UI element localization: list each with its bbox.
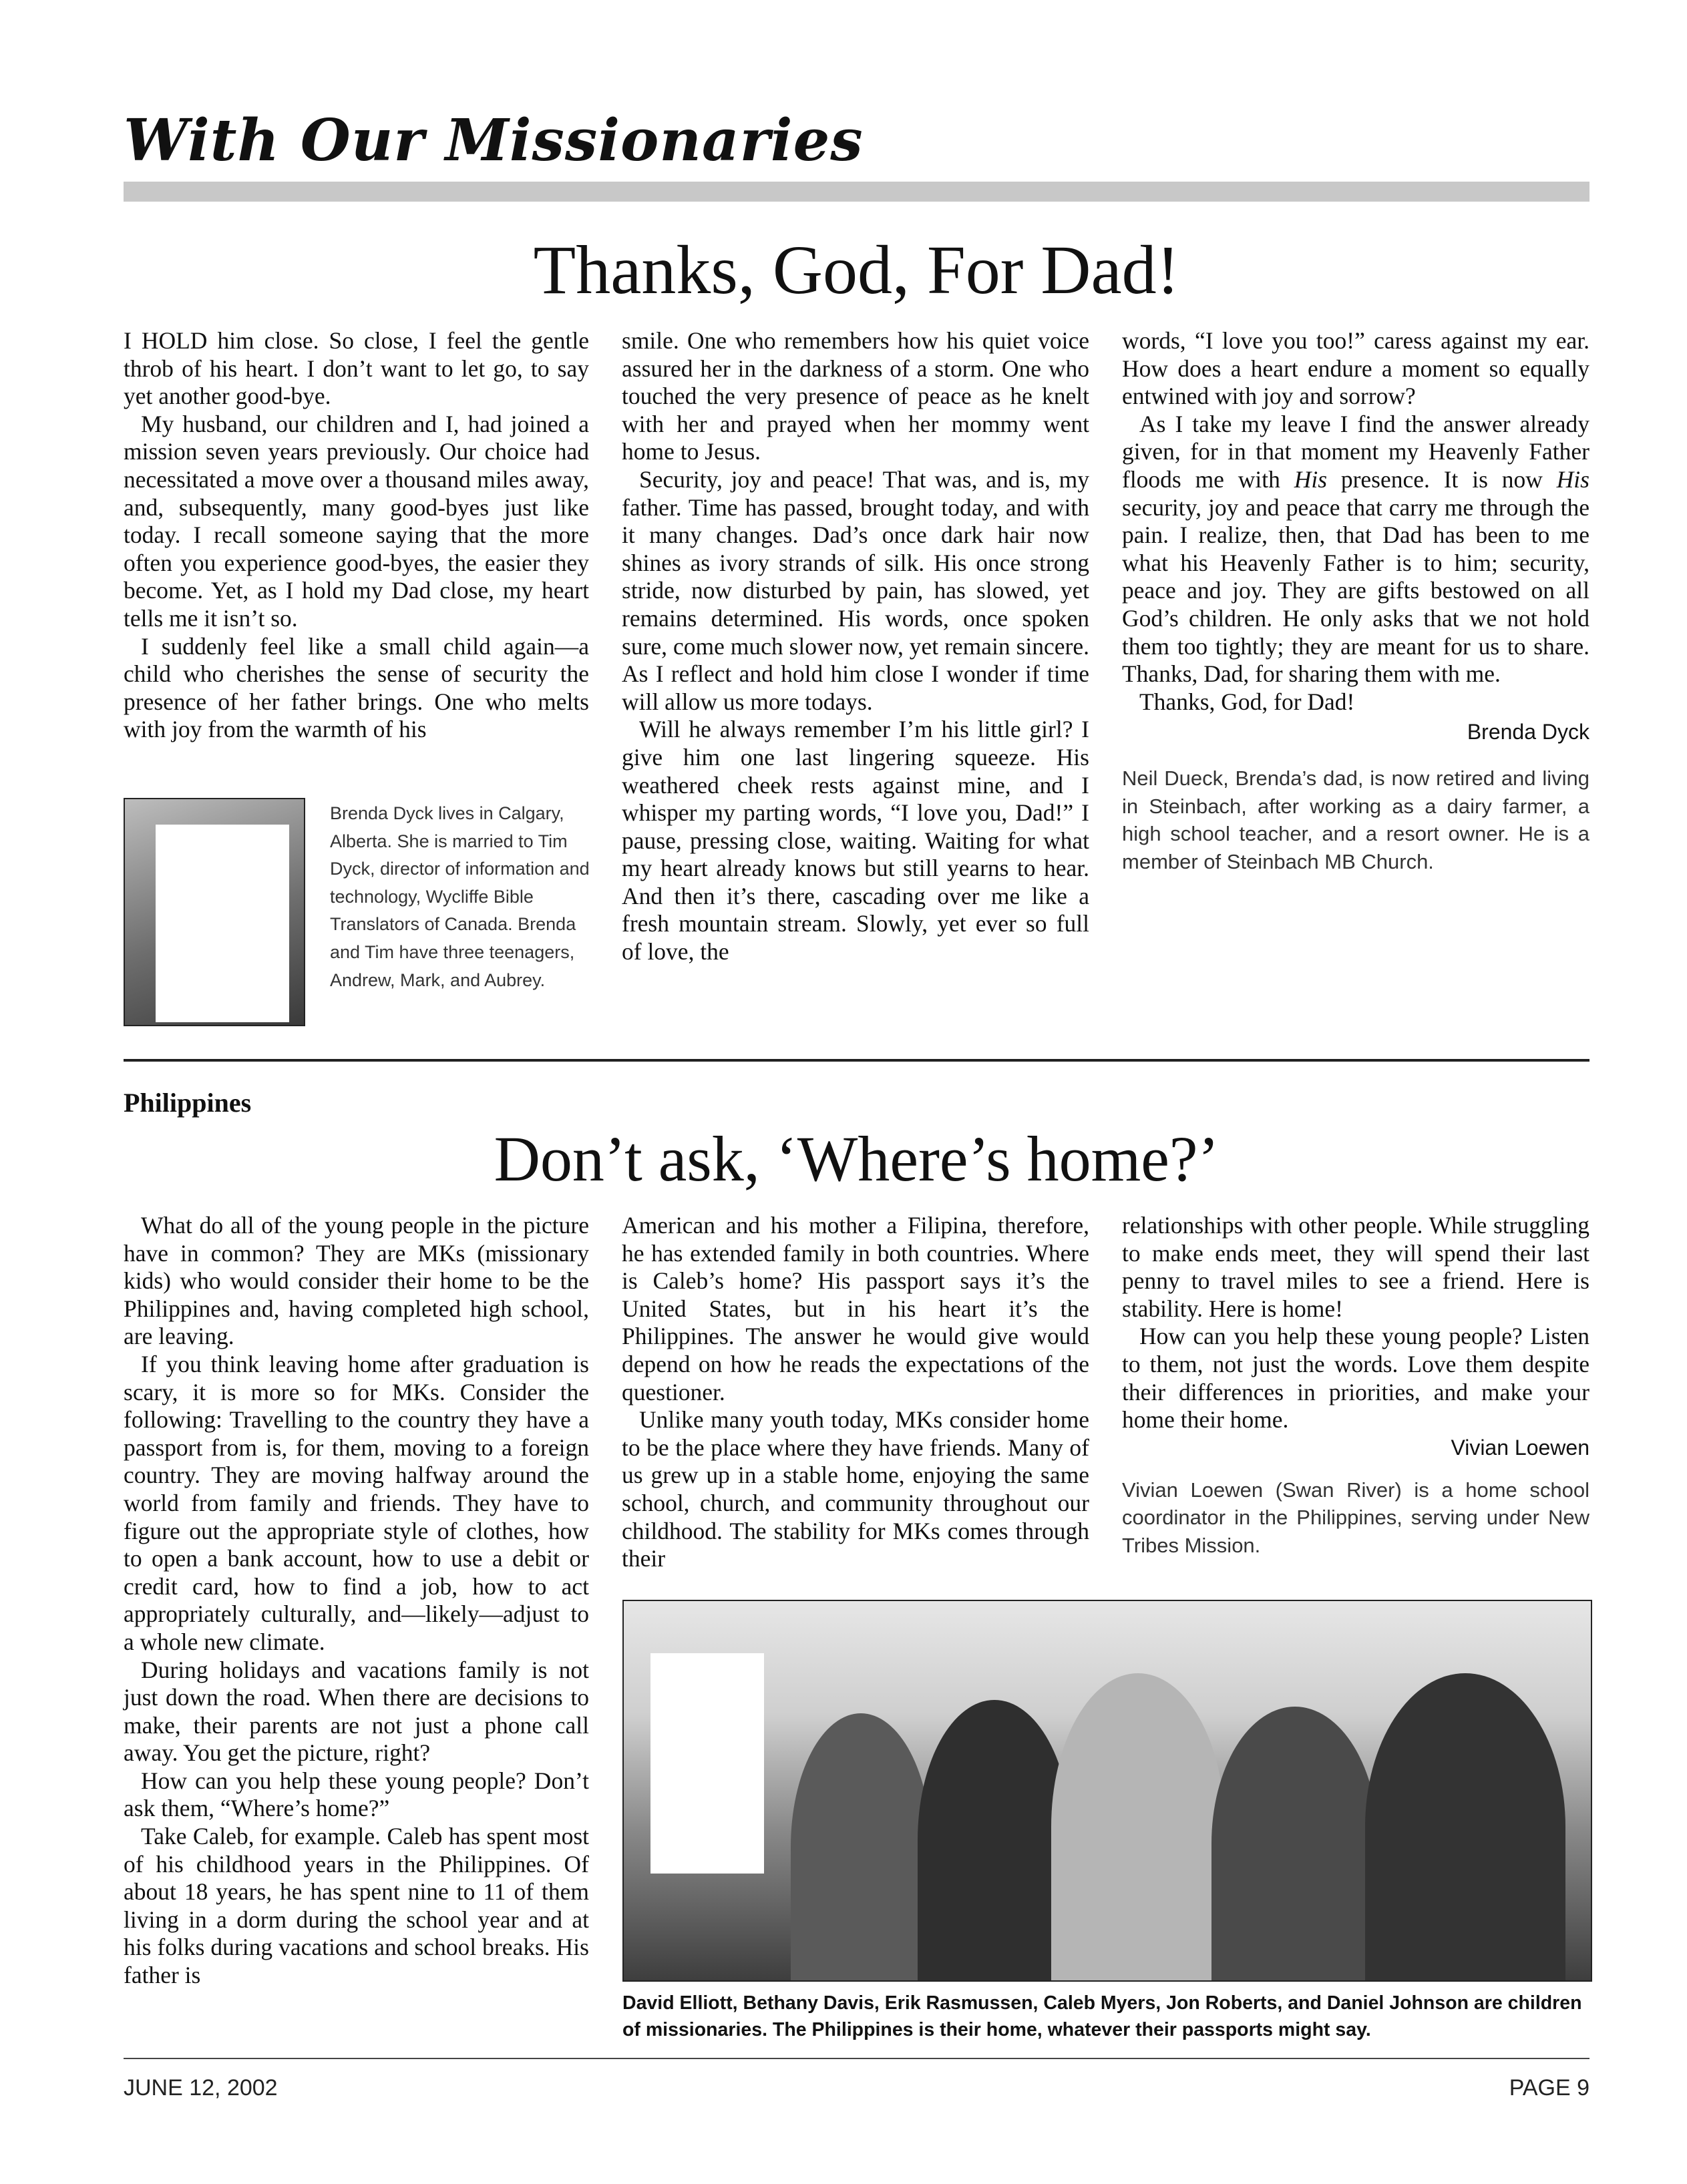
footer-rule [124,2058,1589,2059]
paragraph: relationships with other people. While struggling to make ends meet, they will spend their last penny to travel miles to see a friend. Here is stability. Here is home! [1122,1212,1589,1322]
photo-caption: David Elliott, Bethany Davis, Erik Rasmussen, Caleb Myers, Jon Roberts, and Daniel Johnson are children of missionaries. The Philippines is their home, whatever their passports might say. [622,1992,1582,2040]
paragraph: My husband, our children and I, had joined a mission seven years previously. Our choice had necessitated a move over a thousand miles away, and, subsequently, many good-byes just like today. I recall someone saying that the more often you experience good-byes, the easier they become. Yet, as I hold my Dad close, my heart tells me it isn’t so. [124,410,589,632]
section-header: With Our Missionaries [124,107,864,174]
photo-figure [1211,1707,1378,1980]
group-photo [622,1600,1592,1982]
emphasis: His [1294,465,1328,493]
article2-signature: Vivian Loewen [1451,1435,1589,1460]
author-bio: Brenda Dyck lives in Calgary, Alberta. She is married to Tim Dyck, director of information and technology, Wycliffe Bible Translators of Canada. Brenda and Tim have three teenagers, Andrew, Mark, and Aubrey. [330,803,590,990]
paragraph: How can you help these young people? Don’t ask them, “Where’s home?” [124,1767,589,1822]
photo-figure [1365,1673,1565,1980]
article1-column-1 [124,327,589,744]
photo-figure [918,1700,1071,1980]
author-photo [124,798,305,1026]
paragraph: smile. One who remembers how his quiet voice assured her in the darkness of a storm. One who touched the very presence of peace as he knelt with her and prayed when her mommy went home to Jesus. [622,327,1089,465]
article1-note: Neil Dueck, Brenda’s dad, is now retired and living in Steinbach, after working as a dairy farmer, a high school teacher, and a resort owner. He is a member of Steinbach MB Church. [1122,767,1589,873]
article1-title: Thanks, God, For Dad! [533,232,1180,308]
article2-kicker: Philippines [124,1088,252,1118]
article1-signature: Brenda Dyck [1467,720,1589,744]
footer-page-number: PAGE 9 [1509,2075,1589,2101]
paragraph: How can you help these young people? Listen to them, not just the words. Love them despite their differences in priorities, and make your home their home. [1122,1323,1589,1434]
photo-figure [791,1713,931,1980]
text-run: As I take my leave I find the answer already given, for in that moment my Heavenly Father floods me with [1122,410,1589,493]
photo-redaction [156,825,289,1022]
paragraph: During holidays and vacations family is not just down the road. When there are decisions to make, their parents are not just a phone call away. You get the picture, right? [124,1656,589,1767]
paragraph: I suddenly feel like a small child again—a child who cherishes the sense of security the presence of her father brings. One who melts with joy from the warmth of his [124,632,589,743]
paragraph: words, “I love you too!” caress against my ear. How does a heart endure a moment so equally entwined with joy and sorrow? [1122,327,1589,410]
paragraph: I HOLD him close. So close, I feel the gentle throb of his heart. I don’t want to let go, to say yet another good-bye. [124,327,589,410]
paragraph [1122,411,1589,688]
paragraph: Security, joy and peace! That was, and is, my father. Time has passed, brought today, and with it many changes. Dad’s once dark hair now shines as ivory strands of silk. His once strong stride, now disturbed by pain, has slowed, yet remains determined. His words, once spoken sure, come much slower now, yet remain sincere. As I reflect and hold him close I wonder if time will allow us more todays. [622,465,1089,715]
paragraph: American and his mother a Filipina, therefore, he has extended family in both countries. Where is Caleb’s home? His passport says it’s the United States, but in his heart it’s the Philippines. The answer he would give would depend on how he reads the expectations of the questioner. [622,1212,1089,1405]
article2-note: Vivian Loewen (Swan River) is a home school coordinator in the Philippines, serving under New Tribes Mission. [1122,1478,1589,1557]
article1-column-2 [622,327,1089,966]
paragraph: Take Caleb, for example. Caleb has spent most of his childhood years in the Philippines. Of about 18 years, he has spent nine to 11 of them living in a dorm during the school year and at his folks during vacations and school breaks. His father is [124,1823,589,1989]
emphasis: His [1556,465,1589,493]
article-divider [124,1059,1589,1062]
paragraph: Unlike many youth today, MKs consider home to be the place where they have friends. Many of us grew up in a stable home, enjoying the same school, church, and community throughout our childhood. The stability for MKs comes through their [622,1406,1089,1572]
photo-redaction [650,1653,764,1874]
article2-title: Don’t ask, ‘Where’s home?’ [494,1123,1220,1194]
photo-figure [1051,1673,1225,1980]
paragraph: If you think leaving home after graduation is scary, it is more so for MKs. Consider the following: Travelling to the country they have a passport from is, for them, moving to a foreign country. They are moving halfway around the world from family and friends. They have to figure out the appropriate style of clothes, how to open a bank account, how to use a debit or credit card, how to find a job, how to act appropriately culturally, and—likely—adjust to a whole new climate. [124,1350,589,1655]
text-run: security, joy and peace that carry me through the pain. I realize, then, that Dad has been to me what his Heavenly Father is to him; security, peace and joy. They are gifts bestowed on all God’s children. He only asks that we not hold them too tightly; they are meant for us to share. Thanks, Dad, for sharing them with me. [1122,493,1589,688]
paragraph: What do all of the young people in the picture have in common? They are MKs (missionary kids) who would consider their home to be the Philippines and, having completed high school, are leaving. [124,1212,589,1350]
paragraph: Will he always remember I’m his little girl? I give him one last lingering squeeze. His weathered cheek rests against mine, and I whisper my parting words, “I love you, Dad!” I pause, pressing close, waiting. Waiting for what my heart already knows but still yearns to hear. And then it’s there, cascading over me like a fresh mountain stream. Slowly, yet ever so full of love, the [622,716,1089,965]
header-rule [124,182,1589,202]
paragraph: Thanks, God, for Dad! [1139,688,1355,715]
article2-column-2 [622,1212,1089,1573]
text-run: presence. It is now [1327,465,1557,493]
footer-date: JUNE 12, 2002 [124,2075,278,2101]
article2-column-3 [1122,1212,1589,1559]
article1-column-3 [1122,327,1589,875]
article2-column-1 [124,1212,589,1990]
